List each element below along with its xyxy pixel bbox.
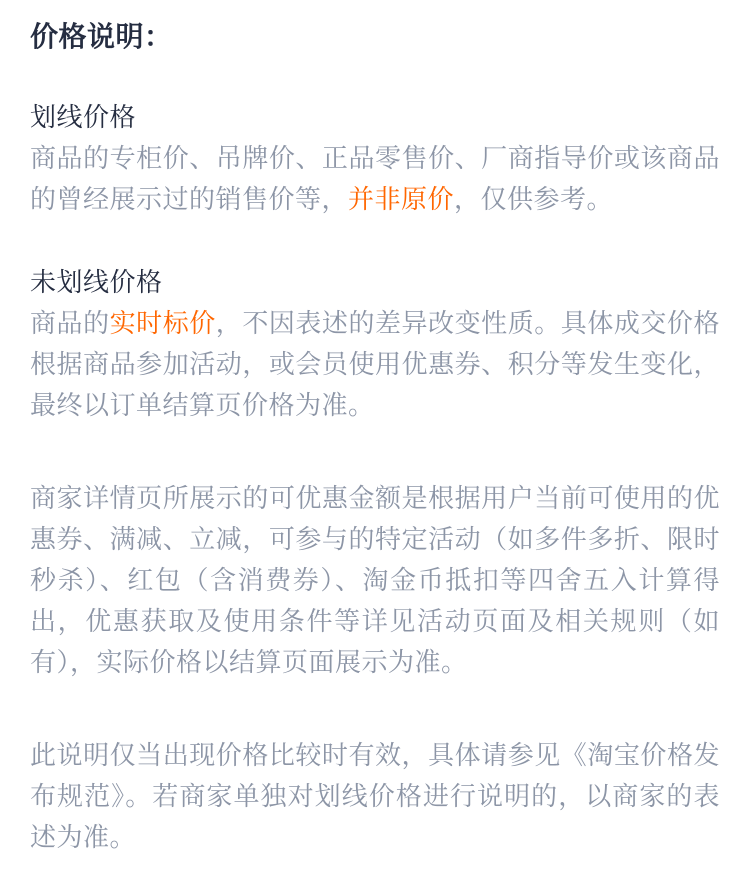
text-segment: 商家详情页所展示的可优惠金额是根据用户当前可使用的优惠券、满减、立减，可参与的特定活动（如多件多折、限时秒杀）、红包（含消费券）、淘金币抵扣等四舍五入计算得出，优惠获取及使用条件等详见活动页面及相关规则（如有），实际价格以结算页面展示为准。	[30, 483, 720, 677]
highlight-realtime-price: 实时标价	[109, 308, 216, 338]
section-body-strikethrough-price	[30, 138, 720, 220]
paragraph-validity-note-text	[30, 735, 720, 858]
page-title: 价格说明：	[30, 21, 173, 52]
paragraph-discount-calculation	[30, 478, 720, 683]
section-heading-strikethrough-price: 划线价格	[30, 102, 137, 132]
paragraph-validity-note	[30, 735, 720, 858]
paragraph-discount-calculation-text	[30, 478, 720, 683]
section-body-non-strikethrough-price	[30, 303, 720, 426]
section-heading-non-strikethrough-price: 未划线价格	[30, 267, 163, 297]
highlight-not-original-price: 并非原价	[348, 184, 455, 214]
section-strikethrough-price	[30, 97, 720, 220]
text-segment: 商品的	[30, 308, 110, 338]
text-segment: ，不因表述的差异改变性质。具体成交价格根据商品参加活动，或会员使用优惠券、积分等发生变化，最终以订单结算页价格为准。	[30, 308, 720, 420]
text-segment: ，仅供参考。	[454, 184, 614, 214]
text-segment: 商品的专柜价、吊牌价、正品零售价、厂商指导价或该商品的曾经展示过的销售价等，	[30, 143, 720, 214]
text-segment: 此说明仅当出现价格比较时有效，具体请参见《淘宝价格发布规范》。若商家单独对划线价格进行说明的，以商家的表述为准。	[30, 740, 720, 852]
section-non-strikethrough-price	[30, 262, 720, 426]
